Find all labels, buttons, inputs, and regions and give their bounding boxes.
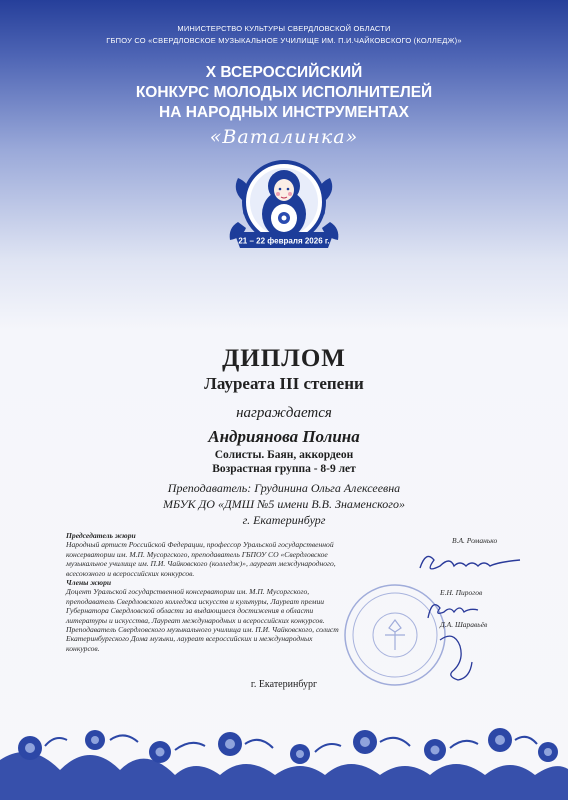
contest-dates: 21 – 22 февраля 2026 г. [238, 236, 330, 246]
jury-member-line: Екатеринбургского Дома музыки, лауреат всероссийских и международных [66, 634, 313, 644]
contest-title-line-1: X ВСЕРОССИЙСКИЙ [205, 64, 363, 81]
contest-name: «Ваталинка» [209, 126, 359, 148]
signature-romanko [412, 540, 532, 580]
contest-title-line-3: НА НАРОДНЫХ ИНСТРУМЕНТАХ [159, 104, 409, 121]
matryoshka-emblem [228, 152, 340, 262]
jury-member-line: Доцент Уральской государственной консерватории им. М.П. Мусоргского, [66, 587, 310, 597]
awarded-label: награждается [236, 405, 332, 421]
signature-name-pirogov: Е.Н. Пирогов [440, 588, 483, 597]
jury-member-line: Губернатора Свердловской области за выдающиеся достижения в области [66, 606, 314, 616]
contest-title-line-2: КОНКУРС МОЛОДЫХ ИСПОЛНИТЕЛЕЙ [135, 84, 433, 101]
signature-name-romanko: В.А. Романько [452, 536, 498, 545]
jury-chair-line: консерватории им. М.П. Мусоргского, преподаватель ГБПОУ СО «Свердловское [66, 549, 328, 559]
signature-name-sharavyov: Д.А. Шаравьёв [440, 620, 488, 629]
jury-member-line: литературы и искусства, Лауреат международных и всероссийских конкурсов. [66, 615, 325, 625]
jury-member-line: конкурсов. [66, 643, 100, 653]
recipient-name: Андриянова Полина [208, 427, 360, 446]
category: Солисты. Баян, аккордеон [214, 449, 354, 461]
signature-sharavyov [432, 626, 492, 686]
footer-city: г. Екатеринбург [250, 679, 318, 690]
jury-chair-line: Народный артист Российской Федерации, профессор Уральской государственной [66, 540, 334, 550]
school-line: ГБПОУ СО «СВЕРДЛОВСКОЕ МУЗЫКАЛЬНОЕ УЧИЛИЩЕ ИМ. П.И.ЧАЙКОВСКОГО (КОЛЛЕДЖ)» [106, 36, 462, 45]
diploma-title: ДИПЛОМ [222, 345, 346, 372]
institution: МБУК ДО «ДМШ №5 имени В.В. Знаменского» [163, 497, 405, 511]
jury-chair-line: всесоюзного и всероссийских конкурсов. [66, 568, 195, 578]
jury-member-line: преподаватель Свердловского колледжа искусств и культуры, Лауреат премии [66, 596, 325, 606]
city: г. Екатеринбург [242, 513, 326, 527]
age-group: Возрастная группа - 8-9 лет [212, 463, 356, 475]
jury-chair-heading: Председатель жюри [66, 531, 136, 540]
jury-members-heading: Члены жюри [66, 578, 112, 588]
ministry-line: МИНИСТЕРСТВО КУЛЬТУРЫ СВЕРДЛОВСКОЙ ОБЛАСТИ [177, 24, 391, 33]
gzhel-floral-ornament [0, 700, 568, 800]
jury-member-line: Преподаватель Свердловского музыкального училища им. П.И. Чайковского, солист [66, 625, 339, 635]
laureate-degree: Лауреата III степени [204, 374, 364, 393]
jury-chair-line: музыкальное училище им. П.И. Чайковского (колледж)», лауреат международного, [66, 559, 336, 569]
teacher: Преподаватель: Грудинина Ольга Алексеевна [167, 481, 401, 495]
